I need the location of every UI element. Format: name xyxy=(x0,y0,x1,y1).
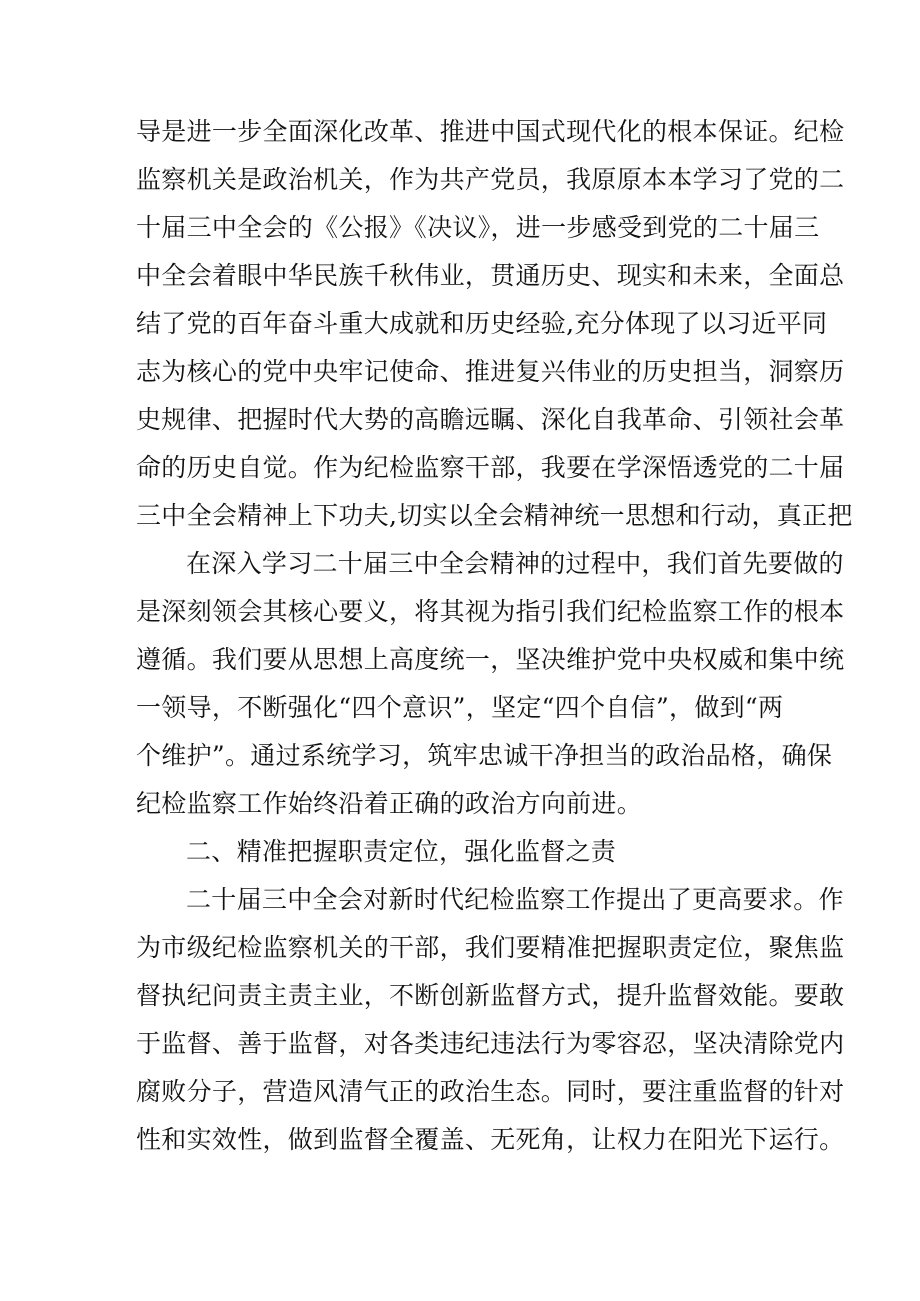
paragraph-line: 志为核心的党中央牢记使命、推进复兴伟业的历史担当，洞察历 xyxy=(136,357,845,386)
paragraph-line: 为市级纪检监察机关的干部，我们要精准把握职责定位，聚焦监 xyxy=(136,933,845,962)
paragraph-line: 遵循。我们要从思想上高度统一，坚决维护党中央权威和集中统 xyxy=(136,645,845,674)
paragraph-line: 命的历史自觉。作为纪检监察干部，我要在学深悟透党的二十届 xyxy=(136,453,845,482)
paragraph-line: 三中全会精神上下功夫,切实以全会精神统一思想和行动，真正把 xyxy=(136,501,853,530)
paragraph-line: 个维护”。通过系统学习，筑牢忠诚干净担当的政治品格，确保 xyxy=(136,741,833,770)
paragraph-line: 是深刻领会其核心要义，将其视为指引我们纪检监察工作的根本 xyxy=(136,597,845,626)
paragraph-line: 导是进一步全面深化改革、推进中国式现代化的根本保证。纪检 xyxy=(136,117,845,146)
section-heading xyxy=(136,828,796,876)
paragraph-2 xyxy=(136,540,845,828)
section-heading-text: 二、精准把握职责定位，强化监督之责 xyxy=(186,837,617,866)
paragraph-line: 十届三中全会的《公报》《决议》，进一步感受到党的二十届三 xyxy=(136,213,820,242)
paragraph-line: 一领导，不断强化“四个意识”，坚定“四个自信”，做到“两 xyxy=(136,693,784,722)
paragraph-1 xyxy=(136,108,853,540)
paragraph-line: 监察机关是政治机关，作为共产党员，我原原本本学习了党的二 xyxy=(136,165,845,194)
paragraph-line: 中全会着眼中华民族千秋伟业，贯通历史、现实和未来，全面总 xyxy=(136,261,845,290)
paragraph-line: 督执纪问责主责主业，不断创新监督方式，提升监督效能。要敢 xyxy=(136,981,845,1010)
paragraph-line: 性和实效性，做到监督全覆盖、无死角，让权力在阳光下运行。 xyxy=(136,1125,845,1154)
paragraph-line: 于监督、善于监督，对各类违纪违法行为零容忍，坚决清除党内 xyxy=(136,1029,845,1058)
paragraph-line: 结了党的百年奋斗重大成就和历史经验,充分体现了以习近平同 xyxy=(136,309,828,338)
paragraph-line: 纪检监察工作始终沿着正确的政治方向前进。 xyxy=(136,789,643,818)
paragraph-3 xyxy=(136,876,845,1164)
paragraph-line: 二十届三中全会对新时代纪检监察工作提出了更高要求。作 xyxy=(186,885,844,914)
paragraph-line: 腐败分子，营造风清气正的政治生态。同时，要注重监督的针对 xyxy=(136,1077,845,1106)
paragraph-line: 史规律、把握时代大势的高瞻远瞩、深化自我革命、引领社会革 xyxy=(136,405,845,434)
document-body xyxy=(136,108,853,1164)
paragraph-line: 在深入学习二十届三中全会精神的过程中，我们首先要做的 xyxy=(186,549,844,578)
